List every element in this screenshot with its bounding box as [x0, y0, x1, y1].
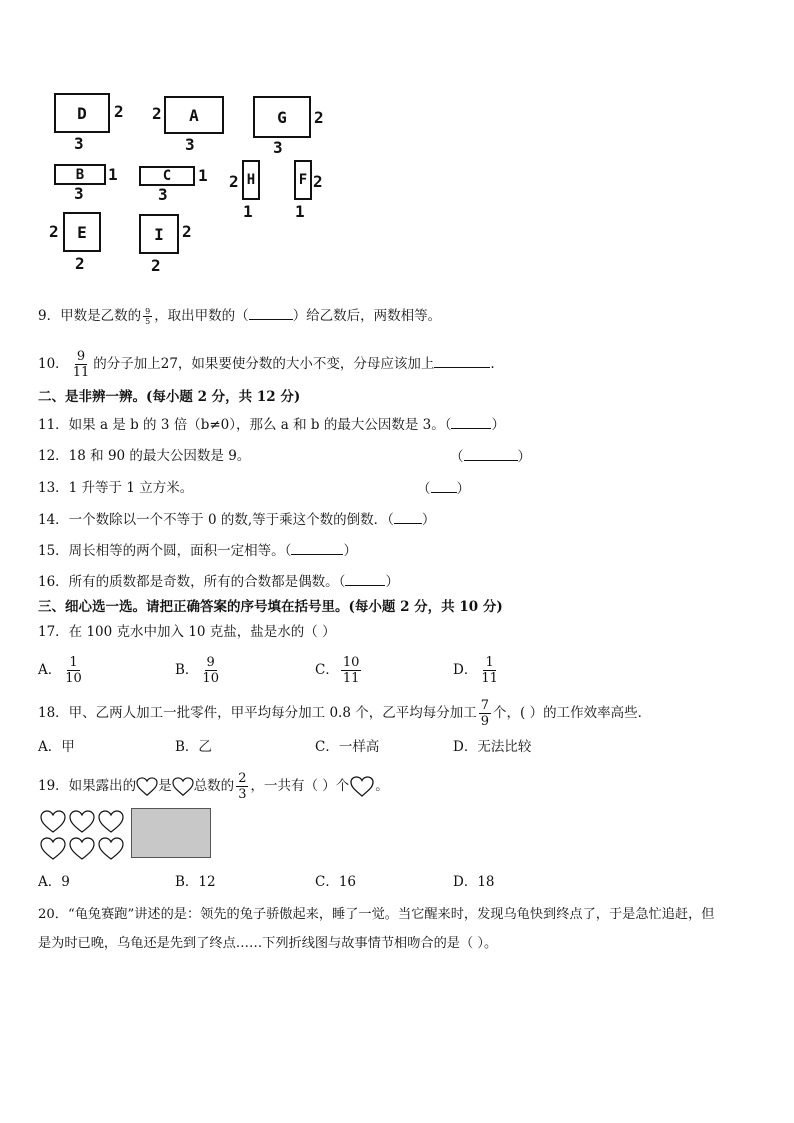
rect-i: I — [139, 214, 179, 254]
rect-h-bottom: 1 — [243, 202, 253, 221]
answer-blank-14[interactable] — [394, 509, 422, 524]
question-18: 18．甲、乙两人加工一批零件，甲平均每分加工 0.8 个，乙平均每分加工 $\frac{7}{9}$ 个，( ）的工作效率高些． — [38, 698, 652, 729]
question-16: 16．所有的质数都是奇数，所有的合数都是偶数。（ ） — [38, 571, 399, 592]
answer-blank-12[interactable] — [464, 446, 518, 461]
answer-blank-10[interactable] — [434, 353, 490, 368]
question-9: 9．甲数是乙数的 $\frac{9}{5}$ ，取出甲数的（ ）给乙数后，两数相等。 — [38, 306, 442, 326]
q19-option-b[interactable]: B．12 — [175, 874, 216, 890]
rect-e: E — [63, 212, 101, 252]
q17-option-b[interactable]: B． $\frac{9}{10}$ — [175, 655, 219, 686]
rect-f: F — [294, 160, 312, 200]
rect-a: A — [164, 96, 224, 134]
rect-c-bottom: 3 — [158, 185, 168, 204]
heart-icon — [136, 777, 158, 797]
rect-f-bottom: 1 — [295, 202, 305, 221]
question-19: 19．如果露出的 是 总数的 $\frac{2}{3}$ ，一共有（ ）个 。 — [38, 771, 389, 802]
rect-h: H — [242, 160, 260, 200]
fraction-9-11: $\frac{9}{11}$ — [72, 349, 90, 380]
rect-b: B — [54, 164, 106, 185]
heart-icon — [349, 776, 375, 798]
answer-blank-15[interactable] — [291, 540, 343, 555]
answer-blank-9[interactable] — [249, 305, 293, 320]
answer-blank-13[interactable] — [431, 478, 457, 493]
rect-b-side: 1 — [108, 165, 118, 184]
rect-e-side: 2 — [49, 222, 59, 241]
heart-icon — [41, 811, 123, 859]
q17-option-a[interactable]: A． $\frac{1}{10}$ — [38, 655, 82, 686]
question-14: 14．一个数除以一个不等于 0 的数,等于乘这个数的倒数．（ ） — [38, 509, 435, 530]
rect-a-bottom: 3 — [185, 135, 195, 154]
rect-e-bottom: 2 — [75, 254, 85, 273]
question-12: 12．18 和 90 的最大公因数是 9。 — [38, 448, 251, 464]
rect-h-side: 2 — [229, 172, 239, 191]
question-13-bracket: （ ） — [417, 478, 470, 499]
fraction-9-5: $\frac{9}{5}$ — [145, 306, 151, 326]
q18-option-d[interactable]: D．无法比较 — [453, 739, 532, 755]
rect-d: D — [54, 93, 110, 133]
rect-a-side: 2 — [152, 104, 162, 123]
rect-c: C — [139, 166, 195, 186]
question-12-bracket: （ ） — [450, 446, 531, 467]
answer-blank-11[interactable] — [451, 414, 491, 429]
rect-d-side: 2 — [114, 102, 124, 121]
rect-i-bottom: 2 — [151, 256, 161, 275]
rect-c-side: 1 — [198, 166, 208, 185]
fraction-2-3: $\frac{2}{3}$ — [238, 771, 247, 802]
question-11: 11．如果 a 是 b 的 3 倍（b≠0），那么 a 和 b 的最大公因数是 3。（ ） — [38, 414, 505, 435]
q18-option-c[interactable]: C．一样高 — [315, 739, 380, 755]
covered-box — [131, 808, 211, 858]
q17-option-c[interactable]: C． $\frac{10}{11}$ — [315, 655, 360, 686]
q18-option-a[interactable]: A．甲 — [38, 739, 75, 755]
section-2-heading: 二、是非辨一辨。(每小题 2 分，共 12 分) — [38, 389, 301, 405]
answer-blank-16[interactable] — [345, 571, 385, 586]
question-15: 15．周长相等的两个圆，面积一定相等。（ ） — [38, 540, 357, 561]
q17-option-d[interactable]: D． $\frac{1}{11}$ — [453, 655, 498, 686]
question-20-line-2: 是为时已晚，乌龟还是先到了终点……下列折线图与故事情节相吻合的是（ ）。 — [38, 936, 498, 951]
question-20-line-1: 20．“龟兔赛跑”讲述的是：领先的兔子骄傲起来，睡了一觉。当它醒来时，发现乌龟快到终点了，于是急忙追赶，但 — [38, 907, 715, 922]
rect-g-side: 2 — [314, 108, 324, 127]
q19-option-c[interactable]: C．16 — [315, 874, 357, 890]
rect-f-side: 2 — [313, 172, 323, 191]
q18-option-b[interactable]: B．乙 — [175, 739, 212, 755]
section-3-heading: 三、细心选一选。请把正确答案的序号填在括号里。(每小题 2 分，共 10 分) — [38, 599, 503, 615]
fraction-7-9: $\frac{7}{9}$ — [480, 698, 490, 729]
rect-g-bottom: 3 — [273, 138, 283, 157]
q19-option-a[interactable]: A．9 — [38, 874, 70, 890]
question-13: 13．1 升等于 1 立方米。 — [38, 480, 194, 496]
hearts-grid — [38, 808, 128, 862]
heart-icon — [172, 777, 194, 797]
rect-b-bottom: 3 — [74, 184, 84, 203]
rect-i-side: 2 — [182, 222, 192, 241]
rect-d-bottom: 3 — [74, 134, 84, 153]
q19-option-d[interactable]: D．18 — [453, 874, 495, 890]
rect-g: G — [253, 96, 311, 138]
question-17: 17．在 100 克水中加入 10 克盐，盐是水的（ ） — [38, 624, 336, 640]
question-10: 10． $\frac{9}{11}$ 的分子加上27，如果要使分数的大小不变，分母应该加上 . — [38, 349, 495, 380]
